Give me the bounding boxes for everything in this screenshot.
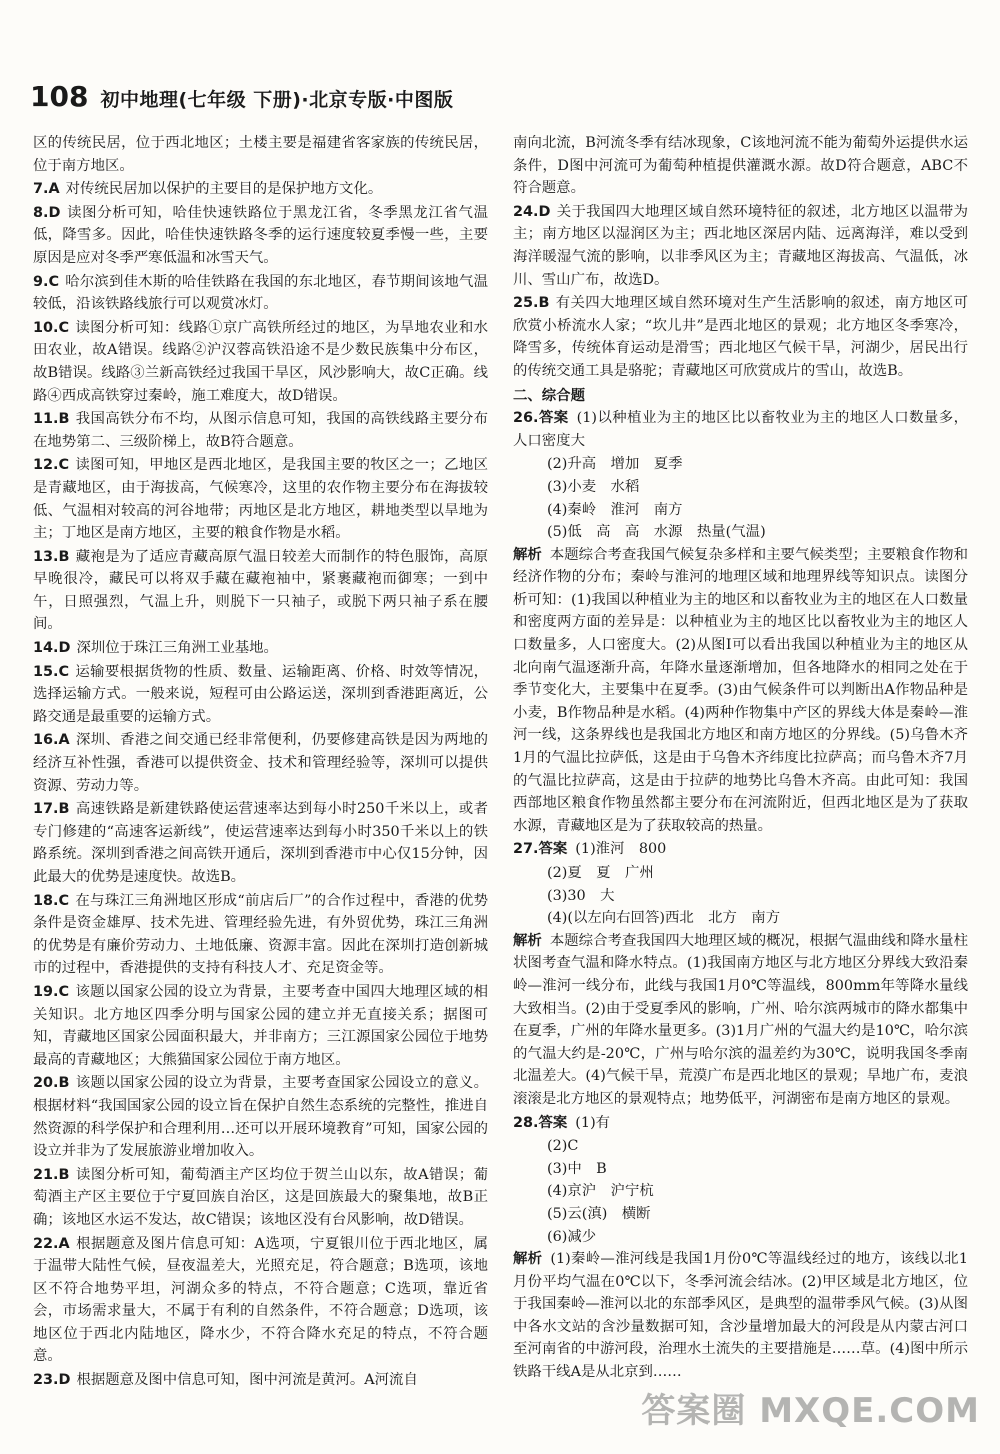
answer-line: (6)减少 bbox=[547, 1228, 597, 1245]
question-number: 22.A bbox=[33, 1235, 70, 1252]
analysis bbox=[513, 1248, 968, 1384]
answer-entry bbox=[33, 890, 488, 980]
answer-entry bbox=[513, 201, 968, 291]
question-number: 23.D bbox=[33, 1372, 71, 1389]
question-number: 25.B bbox=[513, 295, 550, 312]
answer-text: 该题以国家公园的设立为背景，主要考查国家公园设立的意义。根据材料“我国国家公园的设立旨在保护自然生态系统的完整性，推进自然资源的科学保护和合理利用…还可以开展环境教育”可知，国家公园的设立并非为了发展旅游业增加收入。 bbox=[33, 1075, 488, 1160]
page-header bbox=[30, 80, 453, 112]
section-title: 二、综合题 bbox=[513, 387, 585, 404]
watermark: 答案圈 MXQE.COM bbox=[641, 1391, 980, 1431]
question-number: 21.B bbox=[33, 1166, 70, 1183]
answer-line: (2)夏 夏 广州 bbox=[547, 865, 654, 881]
answer-line: (5)低 高 高 水源 热量(气温) bbox=[547, 524, 766, 541]
answer-entry bbox=[33, 798, 488, 888]
answer-text: 根据题意及图片信息可知：A选项，宁夏银川位于西北地区，属于温带大陆性气候，昼夜温差大，光照充足，符合题意；B选项，该地区不符合地势平坦，河湖众多的特点，不符合题意；C选项，靠近省会，市场需求量大，不属于有利的自然条件，不符合题意；D选项，该地区位于西北内陆地区，降水少，不符合降水充足的特点，不符合题意。 bbox=[33, 1235, 488, 1365]
answer-text: 对传统民居加以保护的主要目的是保护地方文化。 bbox=[65, 181, 383, 198]
answer-label: 答案 bbox=[538, 1114, 568, 1131]
analysis-label: 解析 bbox=[513, 1251, 543, 1268]
answer-text: 高速铁路是新建铁路使运营速率达到每小时250千米以上，或者专门修建的“高速客运新线”，使运营速率达到每小时350千米以上的铁路系统。深圳到香港之间高铁开通后，深圳到香港市中心仅15分钟，因此最大的优势是速度快。故选B。 bbox=[33, 801, 488, 885]
question-number: 19.C bbox=[33, 983, 70, 1000]
answer-entry bbox=[33, 661, 488, 729]
answer-entry bbox=[33, 1164, 488, 1232]
answer-text: 关于我国四大地理区域自然环境特征的叙述，北方地区以温带为主；南方地区以湿润区为主；西北地区深居内陆、远离海洋，难以受到海洋暖湿气流的影响，以非季风区为主；青藏地区海拔高、气温低，冰川、雪山广布，故选D。 bbox=[513, 203, 968, 288]
answer-entry bbox=[33, 202, 488, 270]
question-number: 9.C bbox=[33, 273, 60, 290]
answer-entry bbox=[33, 981, 488, 1071]
question-number: 17.B bbox=[33, 801, 70, 818]
question-number: 15.C bbox=[33, 663, 70, 680]
answer-line: (5)云(滇) 横断 bbox=[547, 1205, 651, 1222]
right-column bbox=[513, 132, 968, 1385]
analysis-text: (1)秦岭—淮河线是我国1月份0℃等温线经过的地方，该线以北1月份平均气温在0℃以下，冬季河流会结冰。(2)甲区域是北方地区，位于我国秦岭—淮河以北的东部季风区，是典型的温带季风气候。(3)从图中各水文站的含沙量数据可知，含沙量增加最大的河段是从内蒙古河口至河南省的中游河段，治理水土流失的主要措施是……草。(4)图中所示铁路干线A是从北京到…… bbox=[513, 1251, 968, 1381]
answer-entry bbox=[33, 1072, 488, 1162]
question-number: 24.D bbox=[513, 203, 551, 220]
answer-text: 在与珠江三角洲地区形成“前店后厂”的合作过程中，香港的优势条件是资金雄厚、技术先进、管理经验先进，有外贸优势，珠江三角洲的优势是有廉价劳动力、土地低廉、资源丰富。因此在深圳打造创新城市的过程中，香港提供的支持有科技人才、充足资金等。 bbox=[33, 892, 488, 977]
answer-text: 读图分析可知，哈佳快速铁路位于黑龙江省，冬季黑龙江省气温低，降雪多。因此，哈佳快速铁路冬季的运行速度较夏季慢一些，主要原因是应对冬季严寒低温和冰雪天气。 bbox=[33, 204, 488, 266]
question-number: 14.D bbox=[33, 640, 71, 657]
page-number: 108 bbox=[30, 80, 89, 113]
question-28 bbox=[513, 1112, 968, 1384]
question-number: 26. bbox=[513, 410, 539, 427]
analysis bbox=[513, 930, 968, 1111]
answer-entry bbox=[33, 271, 488, 316]
answer-text: 有关四大地理区域自然环境对生产生活影响的叙述，南方地区可欣赏小桥流水人家；“坎儿井”是西北地区的景观；北方地区冬季寒冷，降雪多，传统体育运动是滑雪；西北地区气候干旱，河湖少，居民出行的传统交通工具是骆驼；青藏地区可欣赏成片的雪山，故选B。 bbox=[513, 295, 968, 379]
answer-line: (3)小麦 水稻 bbox=[547, 478, 640, 495]
answer-line: (4)(以左向右回答)西北 北方 南方 bbox=[547, 910, 781, 927]
answer-line: (4)秦岭 淮河 南方 bbox=[547, 501, 683, 518]
analysis-label: 解析 bbox=[513, 546, 542, 563]
answer-text: 读图分析可知，葡萄酒主产区均位于贺兰山以东，故A错误；葡萄酒主产区主要位于宁夏回族自治区，这是回族最大的聚集地，故B正确；该地区水运不发达，故C错误；该地区没有台风影响，故D错误。 bbox=[33, 1166, 488, 1228]
answer-header bbox=[513, 1112, 968, 1135]
answer-entry bbox=[513, 292, 968, 382]
question-number: 20.B bbox=[33, 1075, 70, 1092]
answer-text: 深圳位于珠江三角洲工业基地。 bbox=[76, 640, 278, 657]
question-number: 10.C bbox=[33, 319, 70, 336]
question-number: 7.A bbox=[33, 181, 60, 198]
answer-text: 该题以国家公园的设立为背景，主要考查中国四大地理区域的相关知识。北方地区四季分明与国家公园的建立并无直接关系；据图可知，青藏地区国家公园面积最大，并非南方；三江源国家公园位于地势最高的青藏地区；大熊猫国家公园位于南方地区。 bbox=[33, 983, 488, 1068]
question-number: 12.C bbox=[33, 457, 70, 474]
answer-entry bbox=[513, 132, 968, 200]
answer-text: 哈尔滨到佳木斯的哈佳铁路在我国的东北地区，春节期间该地气温较低，沿该铁路线旅行可以观赏冰灯。 bbox=[33, 273, 488, 313]
question-number: 27. bbox=[513, 841, 539, 858]
answer-label: 答案 bbox=[538, 841, 568, 858]
answer-line: (2)C bbox=[547, 1138, 579, 1155]
answer-text: 区的传统民居，位于西北地区；土楼主要是福建省客家族的传统民居，位于南方地区。 bbox=[33, 135, 488, 174]
answer-text: 根据题意及图中信息可知，图中河流是黄河。A河流自 bbox=[76, 1372, 418, 1389]
answer-line: (3)30 大 bbox=[547, 887, 615, 904]
answer-text: 读图分析可知：线路①京广高铁所经过的地区，为旱地农业和水田农业，故A错误。线路②沪汉蓉高铁沿途不是少数民族集中分布区，故B错误。线路③兰新高铁经过我国干旱区，风沙影响大，故C正确。线路④西成高铁穿过秦岭，施工难度大，故D错误。 bbox=[33, 319, 488, 404]
analysis-text: 本题综合考查我国气候复杂多样和主要气候类型；主要粮食作物和经济作物的分布；秦岭与淮河的地理区域和地理界线等知识点。读图分析可知：(1)我国以种植业为主的地区和以畜牧业为主的地区在人口数量和密度两方面的差异是：以种植业为主的地区比以畜牧业为主的地区人口数量多，人口密度大。(2)从图Ⅰ可以看出我国以种植业为主的地区从北向南气温逐渐升高，年降水量逐渐增加，但各地降水的相同之处在于季节变化大，主要集中在夏季。(3)由气候条件可以判断出A作物品种是小麦，B作物品种是水稻。(4)两种作物集中产区的界线大体是秦岭—淮河一线，这条界线也是我国北方地区和南方地区的分界线。(5)乌鲁木齐1月的气温比拉萨低，这是由于乌鲁木齐纬度比拉萨高；而乌鲁木齐7月的气温比拉萨高，这是由于拉萨的地势比乌鲁木齐高。由此可知：我国西部地区粮食作物虽然都主要分布在河流附近，但西北地区是为了获取水源，青藏地区是为了获取较高的热量。 bbox=[513, 546, 968, 834]
analysis bbox=[513, 544, 968, 838]
answer-entry bbox=[33, 1369, 488, 1392]
question-number: 28. bbox=[513, 1114, 539, 1131]
answer-line: (4)京沪 沪宁杭 bbox=[547, 1183, 654, 1200]
analysis-text: 本题综合考查我国四大地理区域的概况，根据气温曲线和降水量柱状图考查气温和降水特点。(1)我国南方地区与北方地区分界线大致沿秦岭—淮河一线分布，此线与我国1月0℃等温线，800mm年等降水量线大致相当。(2)由于受夏季风的影响，广州、哈尔滨两城市的降水都集中在夏季，广州的年降水量更多。(3)1月广州的气温大约是10℃，哈尔滨的气温大约是-20℃，广州与哈尔滨的温差约为30℃，说明我国冬季南北温差大。(4)气候干旱，荒漠广布是西北地区的景观；旱地广布，麦浪滚滚是北方地区的景观特点；地势低平，河湖密布是南方地区的景观。 bbox=[513, 932, 968, 1107]
answer-text: 读图可知，甲地区是西北地区，是我国主要的牧区之一；乙地区是青藏地区，由于海拔高，气候寒冷，这里的农作物主要分布在海拔较低、气温相对较高的河谷地带；丙地区是北方地区，耕地类型以旱地为主；丁地区是南方地区，主要的粮食作物是水稻。 bbox=[33, 457, 488, 542]
answer-entry bbox=[33, 408, 488, 453]
answer-entry bbox=[33, 317, 488, 407]
answer-header bbox=[513, 838, 968, 861]
question-number: 13.B bbox=[33, 548, 70, 565]
answer-entry bbox=[33, 132, 488, 177]
answer-line: (1)有 bbox=[575, 1114, 611, 1131]
answer-text: 深圳、香港之间交通已经非常便利，仍要修建高铁是因为两地的经济互补性强，香港可以提供资金、技术和管理经验等，深圳可以提供资源、劳动力等。 bbox=[33, 732, 488, 794]
answer-line: (3)中 B bbox=[547, 1160, 607, 1177]
answer-line: (1)淮河 800 bbox=[575, 841, 667, 858]
book-title: 初中地理(七年级 下册)·北京专版·中图版 bbox=[100, 89, 454, 111]
answer-header bbox=[513, 407, 968, 452]
answer-label: 答案 bbox=[538, 410, 569, 427]
question-number: 16.A bbox=[33, 732, 70, 749]
question-number: 11.B bbox=[33, 411, 70, 428]
question-27 bbox=[513, 838, 968, 1110]
question-26 bbox=[513, 407, 968, 837]
answer-entry bbox=[33, 454, 488, 544]
answer-entry bbox=[33, 637, 488, 660]
answer-entry bbox=[33, 1233, 488, 1369]
answer-text: 南向北流，B河流冬季有结冰现象，C该地河流不能为葡萄外运提供水运条件，D图中河流可为葡萄种植提供灌溉水源。故D符合题意，ABC不符合题意。 bbox=[513, 135, 968, 197]
answer-entry bbox=[33, 546, 488, 636]
answer-entry bbox=[33, 178, 488, 201]
answer-line: (1)以种植业为主的地区比以畜牧业为主的地区人口数量多，人口密度大 bbox=[513, 410, 968, 449]
question-number: 18.C bbox=[33, 892, 70, 909]
answer-text: 我国高铁分布不均，从图示信息可知，我国的高铁线路主要分布在地势第二、三级阶梯上，故B符合题意。 bbox=[33, 411, 488, 450]
answer-line: (2)升高 增加 夏季 bbox=[547, 456, 683, 473]
answer-text: 运输要根据货物的性质、数量、运输距离、价格、时效等情况，选择运输方式。一般来说，短程可由公路运送，深圳到香港距离近，公路交通是最重要的运输方式。 bbox=[33, 663, 488, 725]
answer-entry bbox=[33, 729, 488, 797]
left-column bbox=[33, 132, 488, 1393]
answer-text: 藏袍是为了适应青藏高原气温日较差大而制作的特色服饰，高原早晚很冷，藏民可以将双手藏在藏袍袖中，紧裹藏袍而御寒；一到中午，日照强烈，气温上升，则脱下一只袖子，或脱下两只袖子系在腰间。 bbox=[33, 548, 488, 633]
question-number: 8.D bbox=[33, 204, 61, 221]
analysis-label: 解析 bbox=[513, 932, 542, 949]
